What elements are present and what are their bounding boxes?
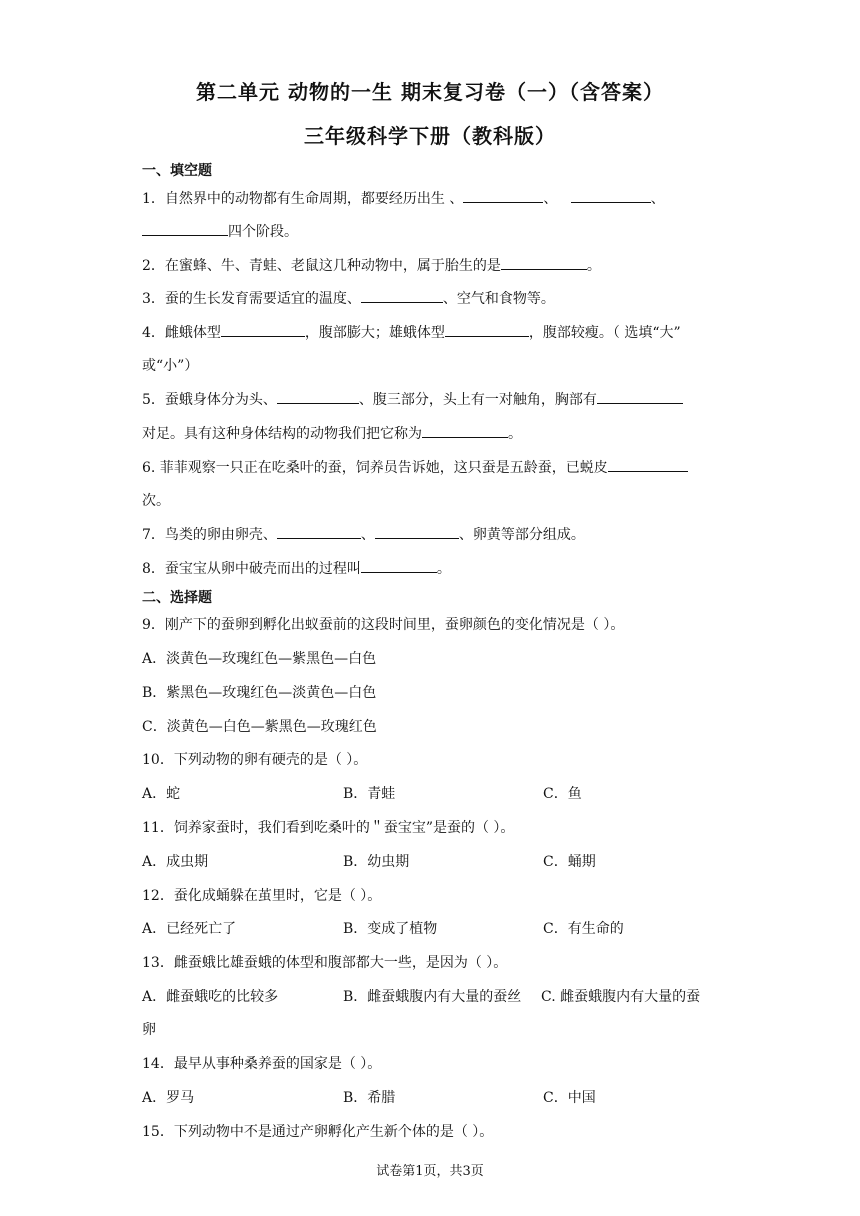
option-11c[interactable]: C．蛹期 xyxy=(543,854,596,870)
question-7 xyxy=(142,524,585,544)
answer-blank[interactable] xyxy=(608,457,688,472)
option-13b[interactable]: B．雌蚕蛾腹内有大量的蚕丝 xyxy=(343,989,522,1005)
question-text: 、 xyxy=(360,527,375,543)
question-text: 、卵黄等部分组成。 xyxy=(458,527,585,543)
question-text: 1．自然界中的动物都有生命周期，都要经历出生 、 xyxy=(142,191,464,207)
page-title: 第二单元 动物的一生 期末复习卷（一）（含答案） xyxy=(196,80,664,104)
question-11: 11．饲养家蚕时，我们看到吃桑叶的＂蚕宝宝”是蚕的（ ）。 xyxy=(142,820,515,836)
question-text: ，腹部较瘦。（ 选填“大” xyxy=(528,325,681,341)
question-4 xyxy=(142,322,681,342)
answer-blank[interactable] xyxy=(277,524,361,539)
option-14b[interactable]: B．希腊 xyxy=(343,1090,396,1106)
question-10: 10．下列动物的卵有硬壳的是（ ）。 xyxy=(142,752,368,768)
question-9: 9．刚产下的蚕卵到孵化出蚁蚕前的这段时间里，蚕卵颜色的变化情况是（ ）。 xyxy=(142,617,625,633)
question-text: 、 xyxy=(650,191,665,207)
answer-blank[interactable] xyxy=(361,288,443,303)
answer-blank[interactable] xyxy=(361,558,437,573)
option-13a[interactable]: A．雌蚕蛾吃的比较多 xyxy=(142,989,279,1005)
section-multiple-choice: 二、选择题 xyxy=(142,590,212,606)
question-2 xyxy=(142,255,601,275)
question-5-cont xyxy=(142,423,522,443)
answer-blank[interactable] xyxy=(445,322,529,337)
question-text: 四个阶段。 xyxy=(228,224,298,240)
option-10b[interactable]: B．青蛙 xyxy=(343,786,396,802)
question-1-cont xyxy=(142,221,298,241)
question-15: 15．下列动物中不是通过产卵孵化产生新个体的是（ ）。 xyxy=(142,1124,494,1140)
option-10a[interactable]: A．蛇 xyxy=(142,786,181,802)
page-subtitle: 三年级科学下册（教科版） xyxy=(304,124,556,148)
option-9c[interactable]: C．淡黄色—白色—紫黑色—玫瑰红色 xyxy=(142,719,377,735)
question-5 xyxy=(142,389,683,409)
question-12: 12．蚕化成蛹躲在茧里时，它是（ ）。 xyxy=(142,888,382,904)
answer-blank[interactable] xyxy=(221,322,305,337)
answer-blank[interactable] xyxy=(422,423,508,438)
option-14c[interactable]: C．中国 xyxy=(543,1090,596,1106)
option-12b[interactable]: B．变成了植物 xyxy=(343,921,438,937)
question-text: 、空气和食物等。 xyxy=(442,291,555,307)
question-1 xyxy=(142,188,665,208)
question-text: 对足。具有这种身体结构的动物我们把它称为 xyxy=(142,426,422,442)
question-3 xyxy=(142,288,555,308)
question-text: 。 xyxy=(436,561,451,577)
question-text: 4．雌蛾体型 xyxy=(142,325,221,341)
question-6-cont: 次。 xyxy=(142,493,170,509)
answer-blank[interactable] xyxy=(501,255,587,270)
answer-blank[interactable] xyxy=(375,524,459,539)
option-9a[interactable]: A．淡黄色—玫瑰红色—紫黑色—白色 xyxy=(142,651,377,667)
option-14a[interactable]: A．罗马 xyxy=(142,1090,195,1106)
question-text: 、 xyxy=(543,191,558,207)
question-4-cont: 或“小”） xyxy=(142,358,199,374)
question-text: 。 xyxy=(586,258,601,274)
answer-blank[interactable] xyxy=(597,389,683,404)
answer-blank[interactable] xyxy=(277,389,359,404)
answer-blank[interactable] xyxy=(463,188,543,203)
question-text: 2．在蜜蜂、牛、青蛙、老鼠这几种动物中，属于胎生的是 xyxy=(142,258,501,274)
question-6 xyxy=(142,457,688,477)
answer-blank[interactable] xyxy=(571,188,651,203)
option-13c-cont: 卵 xyxy=(142,1022,156,1038)
option-10c[interactable]: C．鱼 xyxy=(543,786,582,802)
question-text: 6. 菲菲观察一只正在吃桑叶的蚕，饲养员告诉她，这只蚕是五龄蚕，已蜕皮 xyxy=(142,460,608,476)
option-12c[interactable]: C．有生命的 xyxy=(543,921,624,937)
question-text: ，腹部膨大；雄蛾体型 xyxy=(304,325,445,341)
option-12a[interactable]: A．已经死亡了 xyxy=(142,921,237,937)
question-text: 8．蚕宝宝从卵中破壳而出的过程叫 xyxy=(142,561,361,577)
option-11a[interactable]: A．成虫期 xyxy=(142,854,209,870)
page-footer: 试卷第1页，共3页 xyxy=(376,1164,484,1179)
answer-blank[interactable] xyxy=(142,221,228,236)
question-13: 13．雌蚕蛾比雄蚕蛾的体型和腹部都大一些，是因为（ ）。 xyxy=(142,955,508,971)
question-14: 14．最早从事种桑养蚕的国家是（ ）。 xyxy=(142,1056,382,1072)
option-9b[interactable]: B．紫黑色—玫瑰红色—淡黄色—白色 xyxy=(142,685,377,701)
option-11b[interactable]: B．幼虫期 xyxy=(343,854,410,870)
section-fill-in: 一、填空题 xyxy=(142,163,212,179)
question-text: 3．蚕的生长发育需要适宜的温度、 xyxy=(142,291,361,307)
question-8 xyxy=(142,558,451,578)
question-text: 7．鸟类的卵由卵壳、 xyxy=(142,527,277,543)
question-text: 5．蚕蛾身体分为头、 xyxy=(142,392,277,408)
question-text: 。 xyxy=(508,426,522,442)
question-text: 、腹三部分，头上有一对触角，胸部有 xyxy=(358,392,597,408)
option-13c[interactable]: C. 雌蚕蛾腹内有大量的蚕 xyxy=(541,989,701,1005)
